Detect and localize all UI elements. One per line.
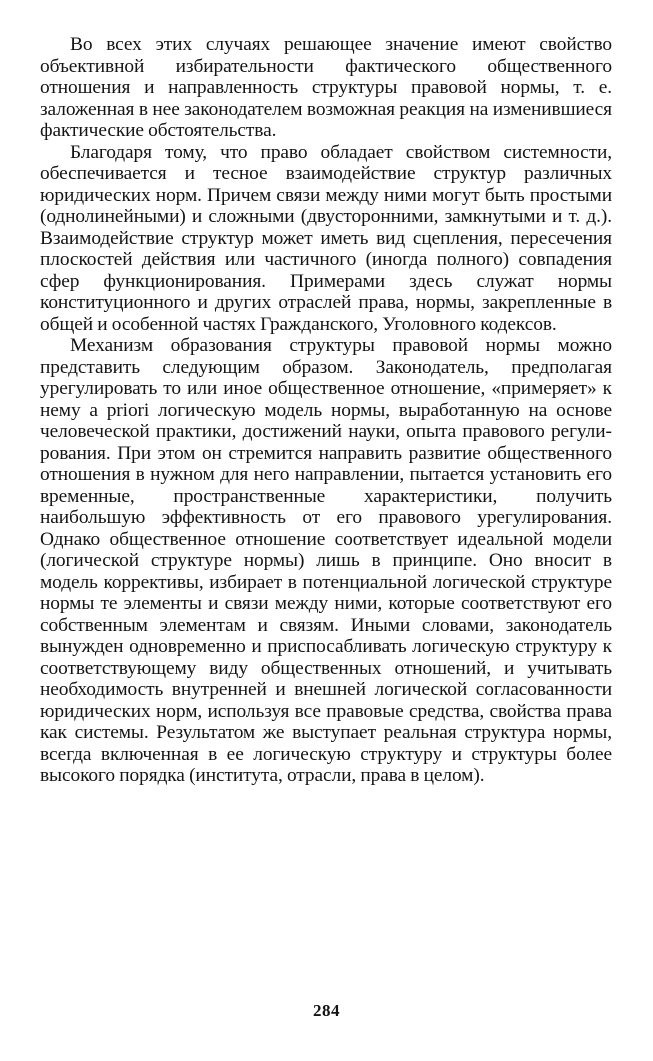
paragraph-3: Механизм образования структуры правовой нормы можно представить следующим образом. Законодатель, предполагая урегулировать то или иное общественное отношение, «примеряет» к нему a priori логическую модель нормы, выработанную на основе человеческой практики, достижений науки, опыта правового регулирования. При этом он стремится направить развитие общественного отношения в нужном для него направлении, пытается установить его временные, пространственные характеристики, получить наибольшую эффективность от его правового урегулирования. Однако общественное отношение соответствует идеальной модели (логической структуре нормы) лишь в принципе. Оно вносит в модель коррективы, избирает в потенциальной логической структуре нормы те элементы и связи между ними, которые соответствуют его собственным элементам и связям. Иными словами, законодатель вынужден одновременно и приспосабливать логическую структуру к соответствующему виду общественных отношений, и учитывать необходимость внутренней и внешней логической согласованности юридических норм, используя все правовые средства, свойства права как системы. Результатом же выступает реальная структура нормы, всегда включенная в ее логическую структуру и структуры более высокого порядка (института, отрасли, права в целом). bbox=[40, 335, 612, 786]
paragraph-2: Благодаря тому, что право обладает свойством системности, обеспечивается и тесное взаимодействие структур различных юридических норм. Причем связи между ними могут быть простыми (однолинейными) и сложными (двусторонними, замкнутыми и т. д.). Взаимодействие структур может иметь вид сцепления, пересечения плоскостей действия или частичного (иногда полного) совпадения сфер функционирования. Примерами здесь служат нормы конституционного и других отраслей права, нормы, закрепленные в общей и особенной частях Гражданского, Уголовного кодексов. bbox=[40, 141, 612, 335]
page-number: 284 bbox=[313, 1001, 340, 1020]
paragraph-1: Во всех этих случаях решающее значение имеют свойство объективной избирательности фактического общественного отношения и направленность структуры правовой нормы, т. е. заложенная в нее законодателем возможная реакция на изменившиеся фактические обстоятельства. bbox=[40, 34, 612, 141]
page-body bbox=[40, 34, 612, 1034]
